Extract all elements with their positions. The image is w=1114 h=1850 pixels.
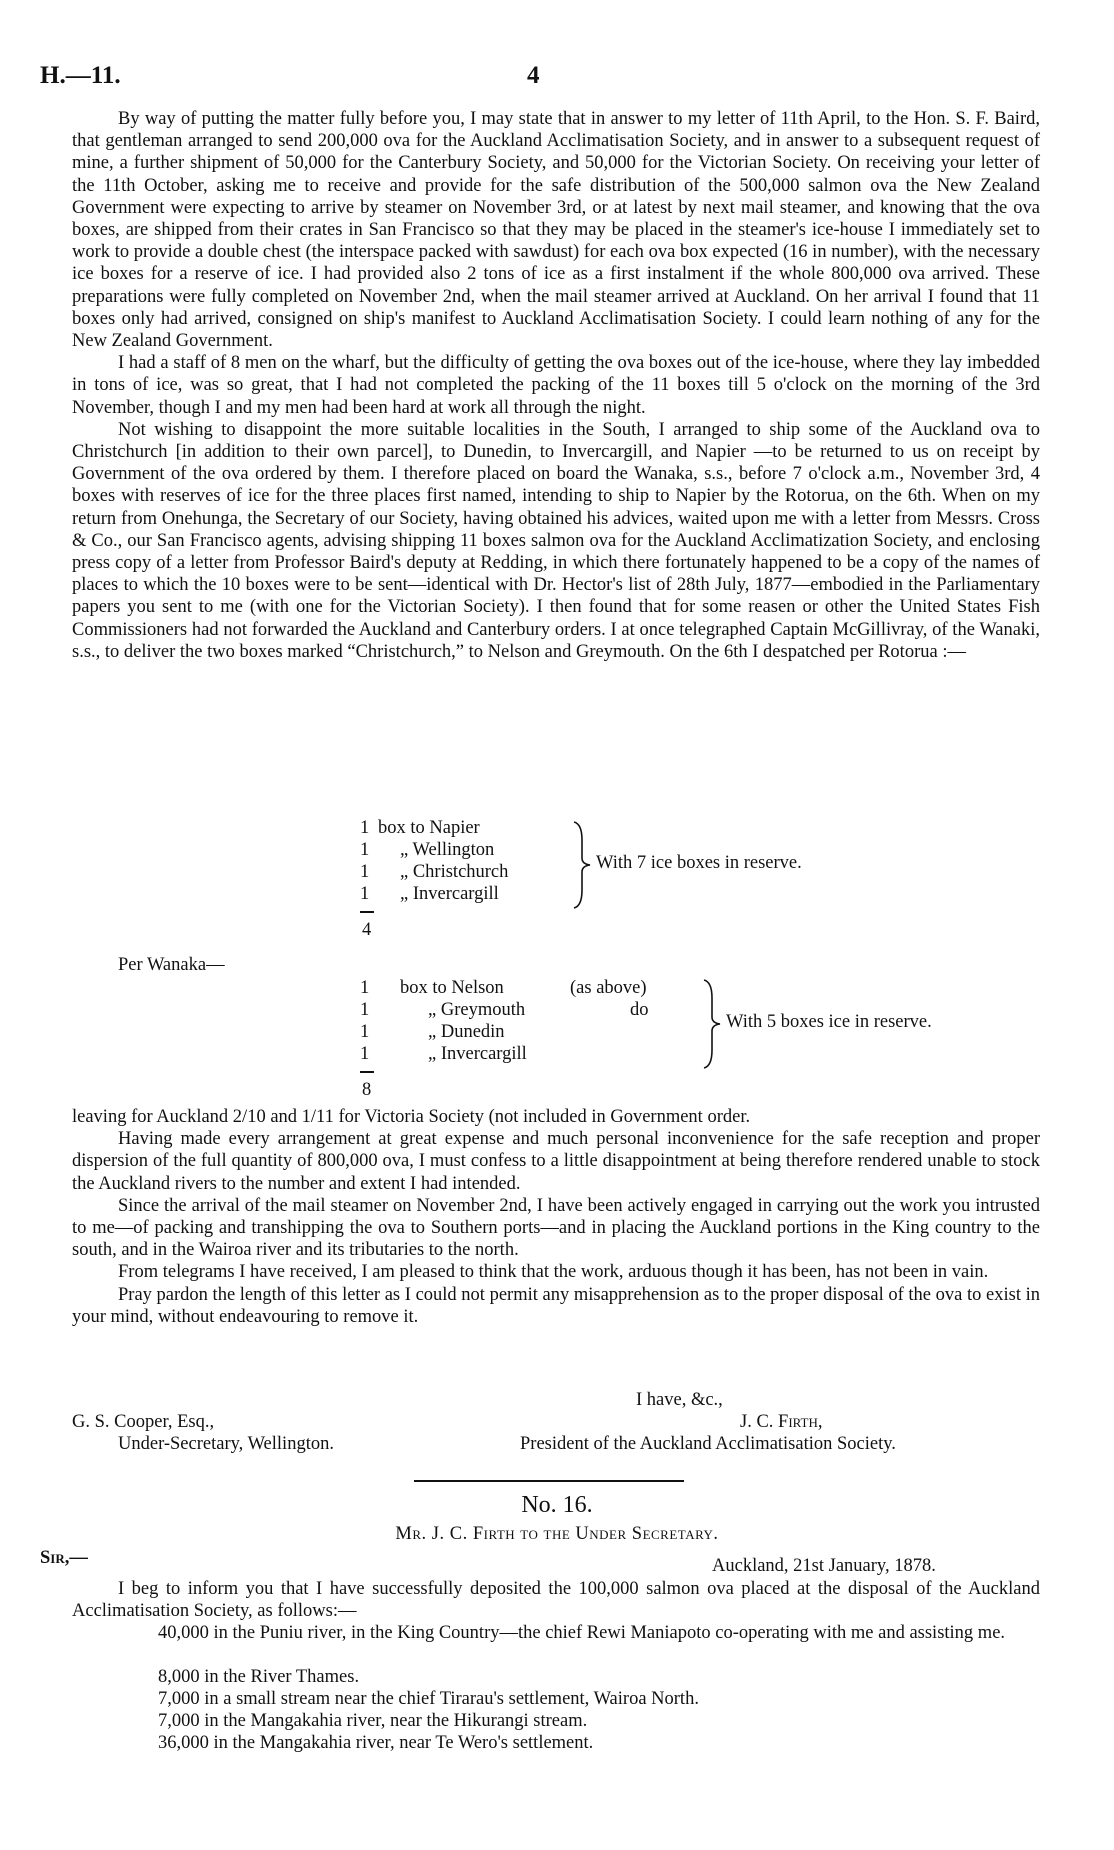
paragraph: By way of putting the matter fully before you, I may state that in answer to my letter of 11th April, to the Hon. S. F. Baird, that gentleman arranged to send 200,000 ova for the Auckland Acclimatisation Society, and in answer to a subsequent request of mine, a further shipment of 50,000 for the Canterbury Society, and 50,000 for the Victorian Society. On receiving your letter of the 11th October, asking me to receive and provide for the safe distribution of the 500,000 salmon ova the New Zealand Government were expecting to arrive by steamer on November 3rd, or at latest by next mail steamer, and knowing that the ova boxes, are shipped from their crates in San Francisco so that they may be placed in the steamer's ice-house I immediately set to work to provide a double chest (the interspace packed with sawdust) for each ova box expected (16 in number), with the necessary ice boxes for a reserve of ice. I had provided also 2 tons of ice as a first instalment if the whole 800,000 ova arrived. These preparations were fully completed on November 2nd, when the mail steamer arrived at Auckland. On her arrival I found that 11 boxes only had arrived, consigned on ship's manifest to Auckland Acclimatisation Society. I could learn nothing of any for the New Zealand Government. (72, 109, 1040, 352)
letter-title: Mr. J. C. Firth to the Under Secretary. (395, 1524, 719, 1544)
signer-title: President of the Auckland Acclimatisation Society. (520, 1434, 896, 1454)
paragraph: leaving for Auckland 2/10 and 1/11 for Victoria Society (not included in Government order. (72, 1107, 751, 1127)
letter-body (72, 108, 1040, 663)
list-item: 7,000 in a small stream near the chief Tirarau's settlement, Wairoa North. (158, 1689, 699, 1709)
paragraph: From telegrams I have received, I am pleased to think that the work, arduous though it has been, has not been in vain. (118, 1262, 989, 1283)
shipment-qty: 1 (360, 884, 370, 904)
shipment-desc: „ Christchurch (400, 862, 509, 882)
paragraph: I had a staff of 8 men on the wharf, but the difficulty of getting the ova boxes out of the ice-house, where they lay imbedded in tons of ice, was so great, that I had not completed the packing of the 11 boxes till 5 o'clock on the morning of the 3rd November, though I and my men had been hard at work all through the night. (72, 353, 1040, 418)
letter-number: No. 16. (521, 1492, 593, 1518)
paragraph: I beg to inform you that I have successfully deposited the 100,000 salmon ova placed at the disposal of the Auckland Acclimatisation Society, as follows:— (72, 1579, 1040, 1622)
shipment-remark: (as above) (570, 978, 647, 998)
shipment-desc: box to Napier (378, 818, 480, 838)
brace-icon (700, 978, 724, 1070)
list-item: 36,000 in the Mangakahia river, near Te Wero's settlement. (158, 1733, 594, 1753)
shipment-desc: „ Dunedin (428, 1022, 505, 1042)
shipment-qty: 1 (360, 978, 370, 998)
shipment-note: With 7 ice boxes in reserve. (596, 853, 802, 873)
letter-salutation: Sir,— (40, 1548, 88, 1568)
shipment-total: 8 (362, 1080, 372, 1100)
shipment-desc: „ Invercargill (428, 1044, 527, 1064)
shipment-qty: 1 (360, 1000, 370, 1020)
letter-body-continued (72, 1106, 1040, 1328)
paragraph: Pray pardon the length of this letter as I could not permit any misapprehension as to the proper disposal of the ova to exist in your mind, without endeavouring to remove it. (72, 1284, 1040, 1327)
list-item: 7,000 in the Mangakahia river, near the Hikurangi stream. (158, 1711, 588, 1731)
list-item: 40,000 in the Puniu river, in the King Country—the chief Rewi Maniapoto co-operating with me and assisting me. (158, 1623, 1006, 1643)
shipment-qty: 1 (360, 818, 370, 838)
shipment-desc: „ Greymouth (428, 1000, 526, 1020)
paragraph: Having made every arrangement at great expense and much personal inconvenience for the safe reception and proper dispersion of the full quantity of 800,000 ova, I must confess to a little disappointment at being therefore rendered unable to stock the Auckland rivers to the number and extent I had intended. (72, 1129, 1040, 1194)
brace-icon (570, 820, 592, 910)
closing-salutation: I have, &c., (636, 1390, 723, 1410)
shipment-desc: „ Wellington (400, 840, 495, 860)
shipment-note: With 5 boxes ice in reserve. (726, 1012, 932, 1032)
sum-rule (360, 911, 374, 913)
page-header-reference: H.—11. (40, 62, 121, 89)
shipment-qty: 1 (360, 862, 370, 882)
addressee-name: G. S. Cooper, Esq., (72, 1412, 215, 1432)
sum-rule (360, 1071, 374, 1073)
signer-name: J. C. Firth, (740, 1412, 823, 1432)
section-divider (414, 1480, 684, 1482)
shipment-qty: 1 (360, 840, 370, 860)
paragraph: Since the arrival of the mail steamer on November 2nd, I have been actively engaged in carrying out the work you intrusted to me—of packing and transhipping the ova to Southern ports—and in placing the Auckland portions in the King country to the south, and in the Wairoa river and its tributaries to the north. (72, 1195, 1040, 1261)
shipment-total: 4 (362, 920, 372, 940)
letter-intro (72, 1578, 1040, 1622)
shipment-desc: box to Nelson (400, 978, 504, 998)
addressee-title: Under-Secretary, Wellington. (118, 1434, 334, 1454)
page-number: 4 (527, 62, 540, 89)
paragraph: Not wishing to disappoint the more suitable localities in the South, I arranged to ship some of the Auckland ova to Christchurch [in addition to their own parcel], to Dunedin, to Invercargill, and Napier —to be returned to us on receipt by Government of the ova ordered by them. I therefore placed on board the Wanaka, s.s., before 7 o'clock a.m., November 3rd, 4 boxes with reserves of ice for the three places first named, intending to ship to Napier by the Rotorua, on the 6th. When on my return from Onehunga, the Secretary of our Society, having obtained his advices, waited upon me with a letter from Messrs. Cross & Co., our San Francisco agents, advising shipping 11 boxes salmon ova for the Auckland Acclimatization Society, and enclosing press copy of a letter from Professor Baird's deputy at Redding, in which there fortunately happened to be a copy of the names of places to which the 10 boxes were to be sent—identical with Dr. Hector's list of 28th July, 1877—embodied in the Parliamentary papers you sent to me (with one for the Victorian Society). I then found that for some reasen or other the United States Fish Commissioners had not forwarded the Auckland and Canterbury orders. I at once telegraphed Captain McGillivray, of the Wanaki, s.s., to deliver the two boxes marked “Christchurch,” to Nelson and Greymouth. On the 6th I despatched per Rotorua :— (72, 419, 1040, 662)
shipment-wanaka-label: Per Wanaka— (118, 955, 225, 975)
shipment-qty: 1 (360, 1044, 370, 1064)
list-item: 8,000 in the River Thames. (158, 1667, 360, 1687)
shipment-qty: 1 (360, 1022, 370, 1042)
shipment-desc: „ Invercargill (400, 884, 499, 904)
shipment-remark: do (630, 1000, 649, 1020)
letter-place-date: Auckland, 21st January, 1878. (712, 1556, 936, 1576)
